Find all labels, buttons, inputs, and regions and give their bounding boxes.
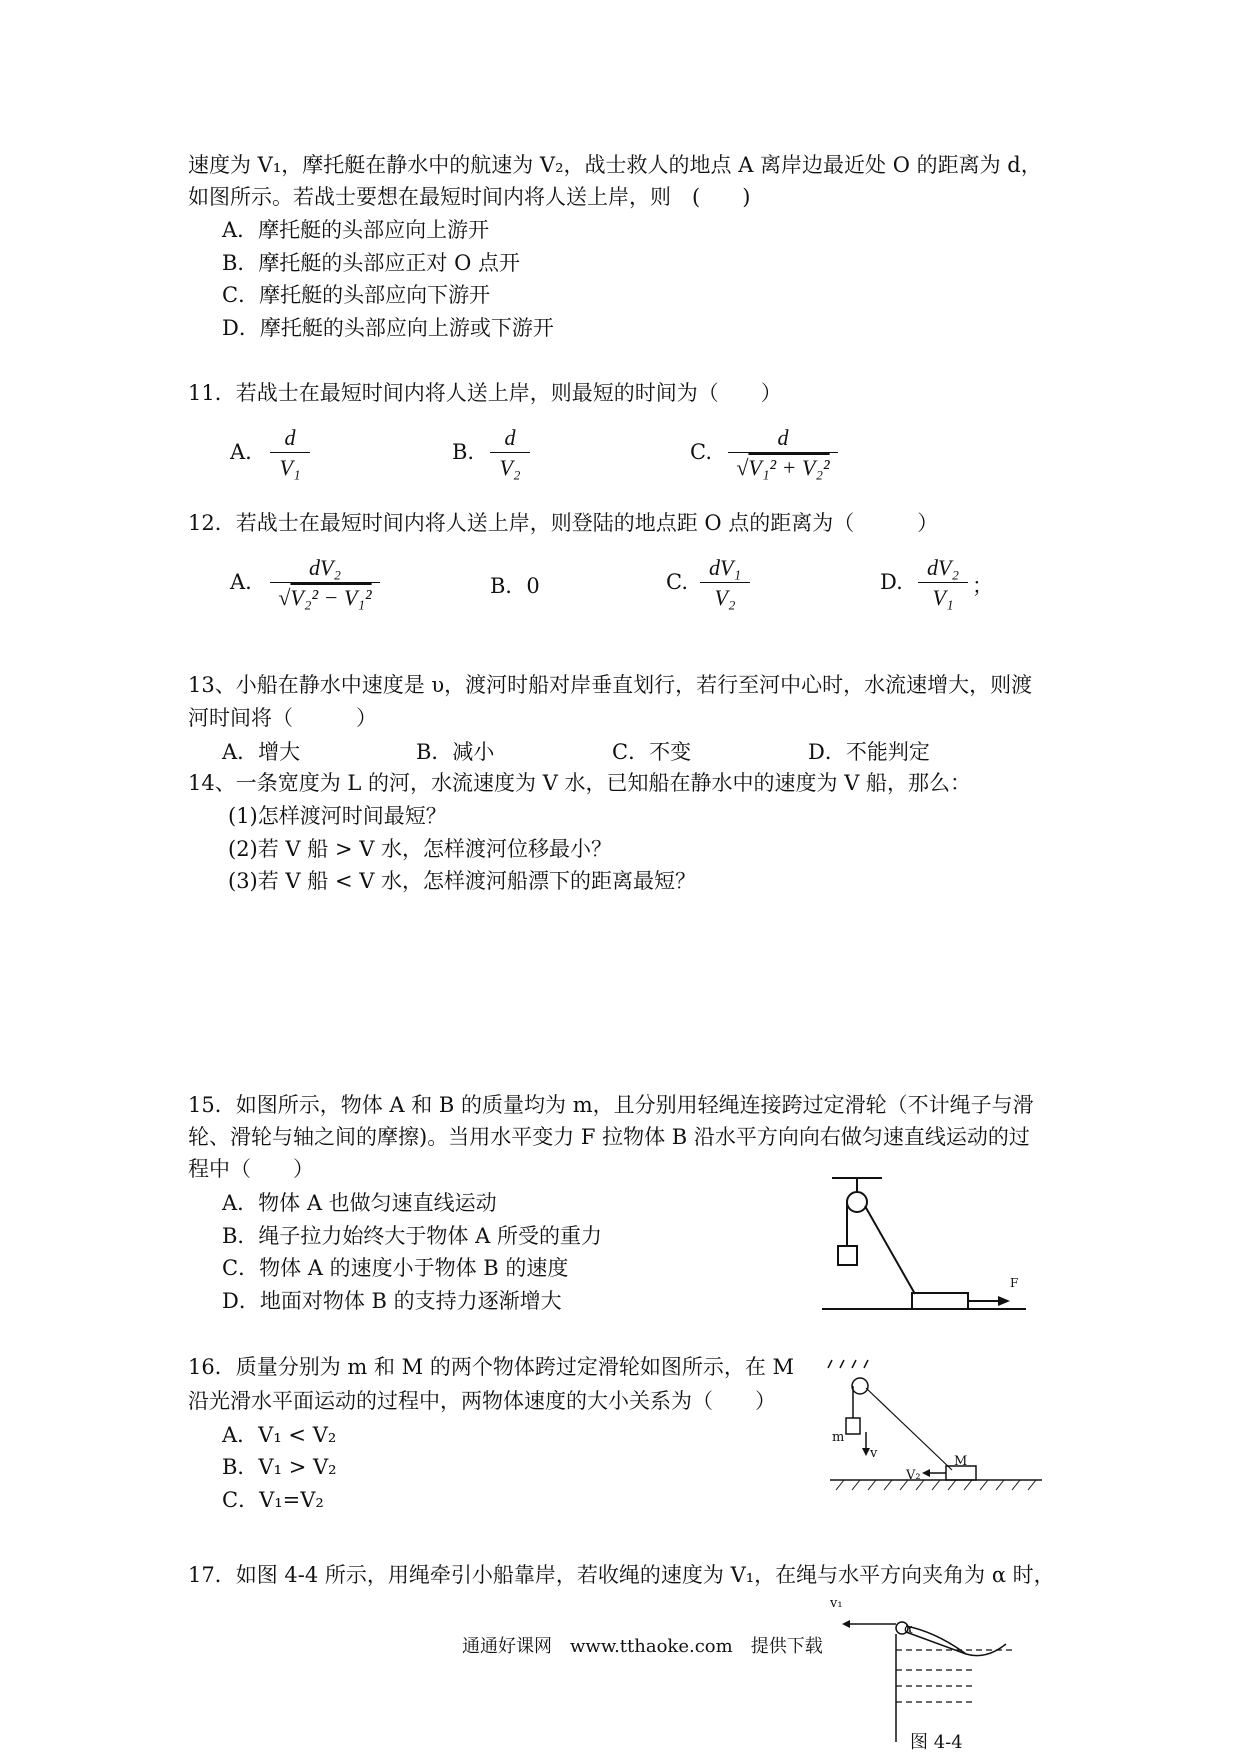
arrow-down-icon [862, 1448, 870, 1456]
q12-option-d-label: D. [880, 570, 903, 594]
arrow-icon [998, 1296, 1010, 1306]
q12-option-b: B．0 [490, 574, 540, 598]
q17-fig-v1: v₁ [830, 1596, 843, 1611]
q13-option-d: D．不能判定 [808, 740, 930, 764]
fraction-denominator [728, 453, 838, 483]
q14-item-3: (3)若 V 船 < V 水，怎样渡河船漂下的距离最短？ [228, 869, 697, 893]
q11-option-b-label: B. [452, 440, 475, 464]
block-b [912, 1293, 968, 1309]
q15-option-b: B．绳子拉力始终大于物体 A 所受的重力 [222, 1224, 602, 1248]
q17-fig-caption: 图 4-4 [910, 1732, 963, 1753]
q16-fig-v: v [870, 1446, 878, 1461]
q16-figure [820, 1358, 1060, 1498]
fraction-denominator [270, 583, 380, 613]
q10-line1: 速度为 V₁，摩托艇在静水中的航速为 V₂，战士救人的地点 A 离岸边最近处 O 的距离为 d， [188, 153, 1042, 177]
q11-option-a-label: A. [230, 440, 252, 464]
q16-option-a: A．V₁ < V₂ [222, 1423, 337, 1447]
q10-option-c: C．摩托艇的头部应向下游开 [222, 283, 491, 307]
boat-outline [906, 1626, 1006, 1656]
q13-option-c: C．不变 [612, 740, 692, 764]
q13-option-b: B．减小 [416, 740, 495, 764]
q13-line2: 河时间将（ ） [188, 706, 377, 730]
q11-stem: 11．若战士在最短时间内将人送上岸，则最短的时间为（ ） [188, 381, 782, 405]
q15-line3: 程中（ ） [188, 1157, 314, 1181]
arrow-left-icon [922, 1469, 930, 1477]
q12-option-c-label: C. [666, 570, 688, 594]
fraction-numerator: dV₂ [926, 555, 960, 580]
q15-line1: 15．如图所示，物体 A 和 B 的质量均为 m，且分别用轻绳连接跨过定滑轮（不计绳子与滑 [188, 1093, 1034, 1117]
q15-figure [820, 1176, 1060, 1326]
fraction-numerator: d [504, 425, 516, 450]
q12-stem: 12．若战士在最短时间内将人送上岸，则登陆的地点距 O 点的距离为（ ） [188, 511, 939, 535]
fraction-numerator: d [284, 425, 296, 450]
radicand: V₁² + V₂² [748, 455, 830, 480]
q12-option-d-fraction [918, 554, 968, 613]
q17-fig-alpha: α [904, 1622, 913, 1637]
q14-item-2: (2)若 V 船 > V 水，怎样渡河位移最小？ [228, 837, 613, 861]
fraction-numerator: dV₁ [708, 555, 742, 580]
q16-line1: 16．质量分别为 m 和 M 的两个物体跨过定滑轮如图所示，在 M [188, 1355, 795, 1379]
q10-option-a: A．摩托艇的头部应向上游开 [222, 218, 490, 242]
q11-option-a-fraction [270, 424, 310, 483]
fraction-denominator: V₂ [499, 455, 521, 480]
sqrt-icon: √ [736, 455, 749, 480]
q14-item-1: (1)怎样渡河时间最短？ [228, 804, 447, 828]
fraction-denominator: V₁ [279, 455, 301, 480]
fraction-denominator: V₂ [714, 585, 736, 610]
q14-stem: 14、一条宽度为 L 的河，水流速度为 V 水，已知船在静水中的速度为 V 船，那么： [188, 771, 972, 795]
arrow-left-icon [842, 1620, 850, 1628]
q13-line1: 13、小船在静水中速度是 υ，渡河时船对岸垂直划行，若行至河中心时，水流速增大，则渡 [188, 673, 1033, 697]
fraction-denominator: V₁ [932, 585, 954, 610]
q15-option-c: C．物体 A 的速度小于物体 B 的速度 [222, 1256, 569, 1280]
q10-line2: 如图所示。若战士要想在最短时间内将人送上岸，则 ( ) [188, 185, 751, 209]
radicand: V₂² − V₁² [290, 585, 372, 610]
q17-line1: 17．如图 4-4 所示，用绳牵引小船靠岸，若收绳的速度为 V₁，在绳与水平方向夹角为 α 时， [188, 1563, 1055, 1587]
q10-option-d: D．摩托艇的头部应向上游或下游开 [222, 316, 554, 340]
q16-fig-m: m [832, 1430, 845, 1445]
sqrt-icon: √ [278, 585, 291, 610]
block-m [846, 1418, 860, 1434]
q12-option-a-fraction [270, 554, 380, 613]
q10-option-b: B．摩托艇的头部应正对 O 点开 [222, 251, 520, 275]
q16-line2: 沿光滑水平面运动的过程中，两物体速度的大小关系为（ ） [188, 1389, 776, 1413]
q15-option-a: A．物体 A 也做匀速直线运动 [222, 1191, 497, 1215]
q11-option-c-fraction [728, 424, 838, 483]
q16-fig-M: M [954, 1454, 968, 1469]
q15-option-d: D．地面对物体 B 的支持力逐渐增大 [222, 1289, 562, 1313]
pulley-icon [847, 1192, 867, 1212]
q15-line2: 轮、滑轮与轴之间的摩擦)。当用水平变力 F 拉物体 B 沿水平方向向右做匀速直线运动的过 [188, 1125, 1030, 1149]
q16-option-b: B．V₁ > V₂ [222, 1455, 337, 1479]
footer-credit: 通通好课网 www.tthaoke.com 提供下载 [462, 1636, 823, 1657]
pulley-icon [852, 1378, 868, 1394]
q12-option-c-fraction [700, 554, 750, 613]
q12-tail: ； [972, 574, 993, 598]
block-a [838, 1246, 857, 1265]
q11-option-b-fraction [490, 424, 530, 483]
q17-figure [836, 1614, 1036, 1744]
fraction-numerator: d [777, 425, 789, 450]
q16-fig-v2: V₂ [906, 1468, 921, 1483]
q11-option-c-label: C. [690, 440, 712, 464]
q13-option-a: A．增大 [222, 740, 301, 764]
fraction-numerator: dV₂ [308, 555, 342, 580]
q12-option-a-label: A. [230, 570, 252, 594]
q16-option-c: C．V₁=V₂ [222, 1488, 324, 1512]
q15-fig-label-f: F [1010, 1276, 1019, 1290]
